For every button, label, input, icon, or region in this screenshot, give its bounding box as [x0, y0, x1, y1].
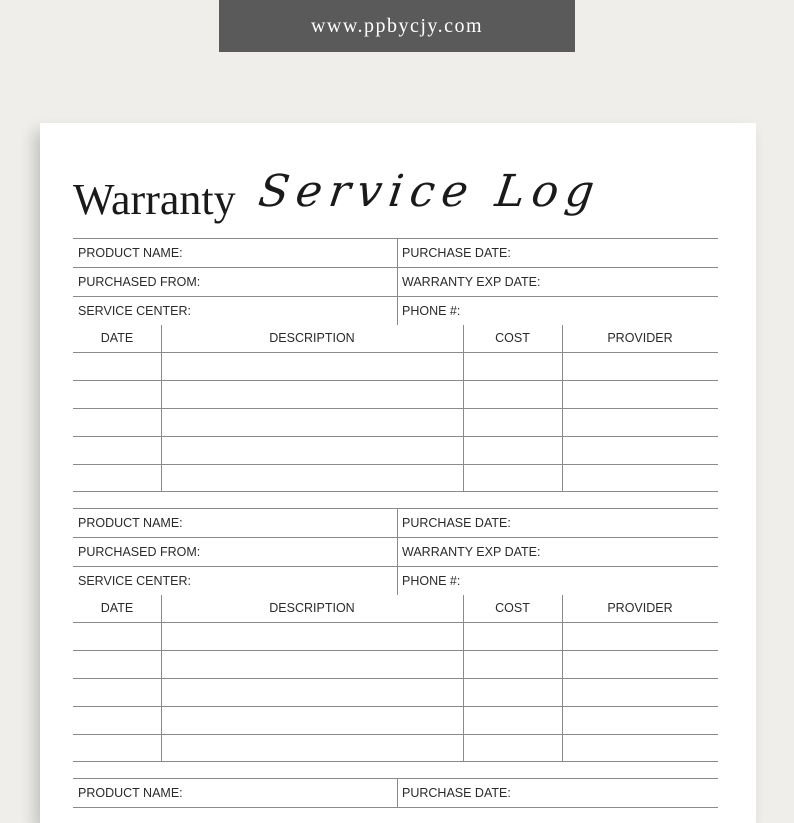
- info-row-purchased-from: [73, 537, 718, 566]
- phone-label: PHONE #:: [402, 574, 461, 588]
- warranty-section-1: [73, 238, 718, 491]
- info-row-service-center: [73, 566, 718, 595]
- col-header-provider: PROVIDER: [607, 331, 673, 345]
- col-header-description: DESCRIPTION: [269, 601, 355, 615]
- warranty-section-2: [73, 508, 718, 761]
- col-header-cost: COST: [495, 601, 530, 615]
- purchased-from-label: PURCHASED FROM:: [78, 275, 201, 289]
- product-name-label: PRODUCT NAME:: [78, 246, 183, 260]
- website-banner: [219, 0, 575, 52]
- col-header-date: DATE: [100, 601, 134, 615]
- info-row-product: [73, 238, 718, 267]
- service-log-table: [73, 325, 718, 491]
- info-row-product: [73, 508, 718, 537]
- warranty-section-3: [73, 778, 718, 808]
- purchase-date-label: PURCHASE DATE:: [402, 786, 511, 800]
- col-header-date: DATE: [100, 331, 134, 345]
- service-center-label: SERVICE CENTER:: [78, 574, 191, 588]
- info-row-service-center: [73, 296, 718, 325]
- product-name-label: PRODUCT NAME:: [78, 786, 183, 800]
- title-script-words: Service Log: [255, 166, 605, 217]
- title-serif-word: Warranty: [73, 175, 236, 224]
- purchase-date-label: PURCHASE DATE:: [402, 246, 511, 260]
- purchase-date-label: PURCHASE DATE:: [402, 516, 511, 530]
- service-center-label: SERVICE CENTER:: [78, 304, 191, 318]
- col-header-cost: COST: [495, 331, 530, 345]
- product-name-label: PRODUCT NAME:: [78, 516, 183, 530]
- page-title: [73, 162, 633, 232]
- warranty-exp-date-label: WARRANTY EXP DATE:: [402, 545, 541, 559]
- info-row-purchased-from: [73, 267, 718, 296]
- purchased-from-label: PURCHASED FROM:: [78, 545, 201, 559]
- service-log-table: [73, 595, 718, 761]
- phone-label: PHONE #:: [402, 304, 461, 318]
- col-header-provider: PROVIDER: [607, 601, 673, 615]
- warranty-exp-date-label: WARRANTY EXP DATE:: [402, 275, 541, 289]
- col-header-description: DESCRIPTION: [269, 331, 355, 345]
- info-row-product: [73, 778, 718, 808]
- website-url: www.ppbycjy.com: [310, 14, 484, 37]
